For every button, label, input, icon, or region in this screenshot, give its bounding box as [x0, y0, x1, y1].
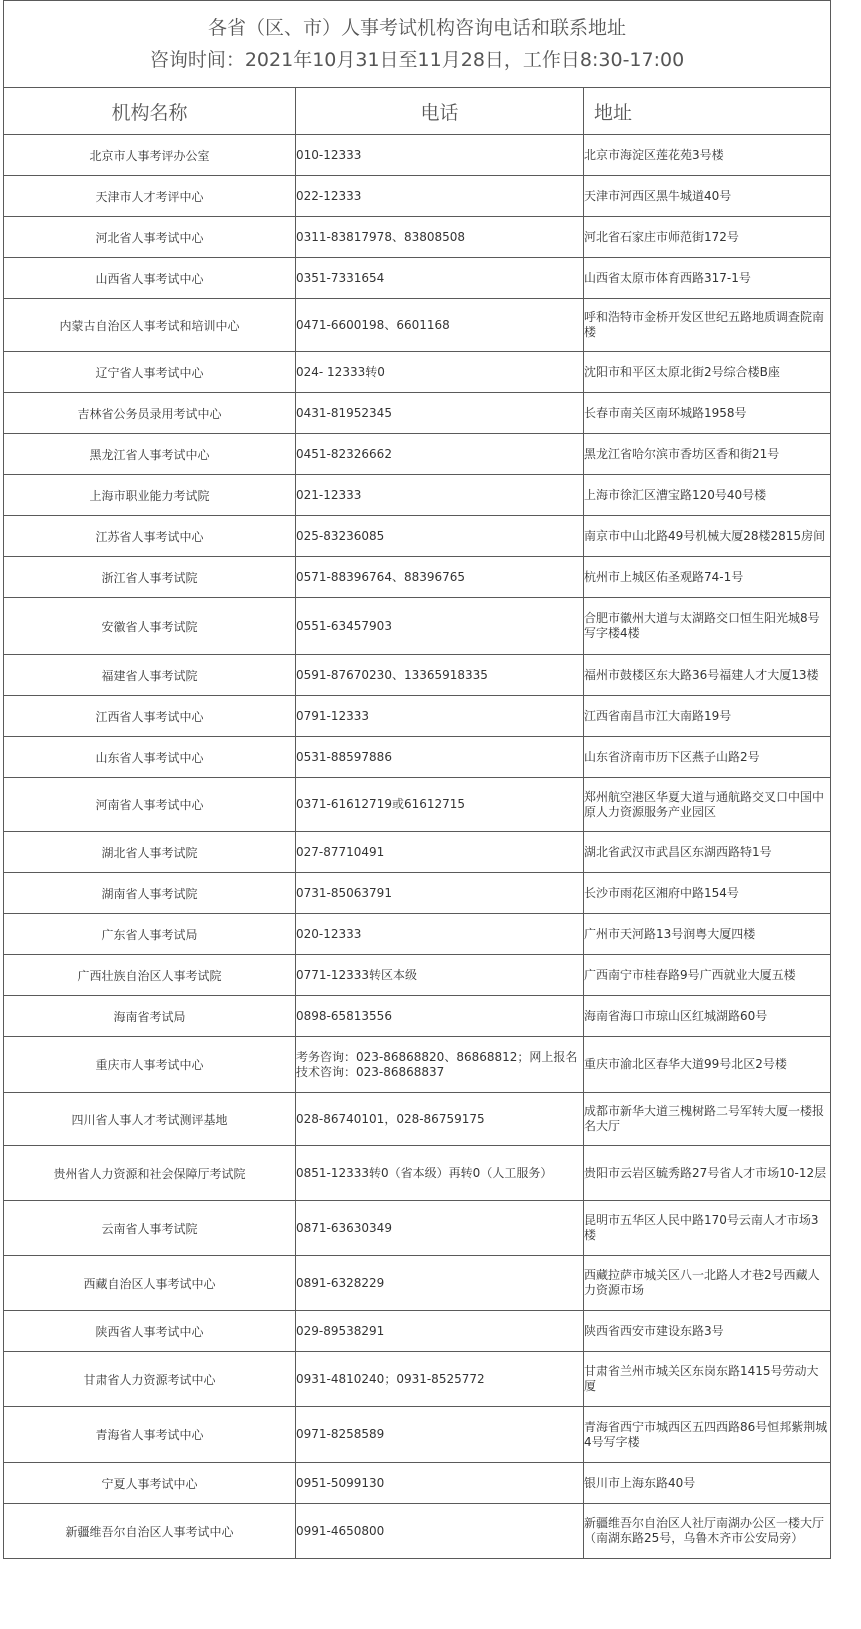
row-name-cell: 河南省人事考试中心 — [4, 778, 296, 832]
row-name-cell: 青海省人事考试中心 — [4, 1407, 296, 1463]
row-address-cell: 甘肃省兰州市城关区东岗东路1415号劳动大厦 — [584, 1352, 831, 1407]
row-address-cell: 海南省海口市琼山区红城湖路60号 — [584, 996, 831, 1037]
row-phone-cell: 0431-81952345 — [296, 393, 584, 434]
row-phone-cell: 010-12333 — [296, 135, 584, 176]
row-name-cell: 安徽省人事考试院 — [4, 598, 296, 655]
row-name-cell: 江西省人事考试中心 — [4, 696, 296, 737]
row-address-cell: 江西省南昌市江大南路19号 — [584, 696, 831, 737]
row-name-cell: 宁夏人事考试中心 — [4, 1463, 296, 1504]
row-name-cell: 河北省人事考试中心 — [4, 217, 296, 258]
row-phone-cell: 022-12333 — [296, 176, 584, 217]
table-row — [4, 258, 831, 299]
row-address-cell: 广西南宁市桂春路9号广西就业大厦五楼 — [584, 955, 831, 996]
row-phone-cell: 0731-85063791 — [296, 873, 584, 914]
row-phone-cell: 0471-6600198、6601168 — [296, 299, 584, 352]
table-row — [4, 914, 831, 955]
table-row — [4, 1504, 831, 1559]
row-address-cell: 南京市中山北路49号机械大厦28楼2815房间 — [584, 516, 831, 557]
row-name-cell: 福建省人事考试院 — [4, 655, 296, 696]
row-name-cell: 江苏省人事考试中心 — [4, 516, 296, 557]
row-address-cell: 昆明市五华区人民中路170号云南人才市场3楼 — [584, 1201, 831, 1256]
table-row — [4, 996, 831, 1037]
row-phone-cell: 0898-65813556 — [296, 996, 584, 1037]
row-name-cell: 吉林省公务员录用考试中心 — [4, 393, 296, 434]
row-address-cell: 山东省济南市历下区燕子山路2号 — [584, 737, 831, 778]
row-address-cell: 银川市上海东路40号 — [584, 1463, 831, 1504]
row-phone-cell: 0591-87670230、13365918335 — [296, 655, 584, 696]
table-row — [4, 1093, 831, 1146]
row-name-cell: 山西省人事考试中心 — [4, 258, 296, 299]
row-address-cell: 郑州航空港区华夏大道与通航路交叉口中国中原人力资源服务产业园区 — [584, 778, 831, 832]
row-address-cell: 西藏拉萨市城关区八一北路人才巷2号西藏人力资源市场 — [584, 1256, 831, 1311]
row-address-cell: 陕西省西安市建设东路3号 — [584, 1311, 831, 1352]
column-header-row — [4, 88, 831, 135]
row-name-cell: 海南省考试局 — [4, 996, 296, 1037]
table-row — [4, 1463, 831, 1504]
row-name-cell: 内蒙古自治区人事考试和培训中心 — [4, 299, 296, 352]
table-row — [4, 598, 831, 655]
table-row — [4, 873, 831, 914]
table-row — [4, 1311, 831, 1352]
table-row — [4, 217, 831, 258]
row-phone-cell: 027-87710491 — [296, 832, 584, 873]
row-address-cell: 青海省西宁市城西区五四西路86号恒邦紫荆城4号写字楼 — [584, 1407, 831, 1463]
row-phone-cell: 0351-7331654 — [296, 258, 584, 299]
column-header-address: 地址 — [584, 88, 831, 135]
row-address-cell: 湖北省武汉市武昌区东湖西路特1号 — [584, 832, 831, 873]
row-name-cell: 广西壮族自治区人事考试院 — [4, 955, 296, 996]
row-name-cell: 新疆维吾尔自治区人事考试中心 — [4, 1504, 296, 1559]
row-address-cell: 呼和浩特市金桥开发区世纪五路地质调查院南楼 — [584, 299, 831, 352]
row-name-cell: 北京市人事考评办公室 — [4, 135, 296, 176]
row-phone-cell: 0791-12333 — [296, 696, 584, 737]
row-name-cell: 广东省人事考试局 — [4, 914, 296, 955]
table-row — [4, 1352, 831, 1407]
row-name-cell: 上海市职业能力考试院 — [4, 475, 296, 516]
row-name-cell: 浙江省人事考试院 — [4, 557, 296, 598]
row-phone-cell: 0571-88396764、88396765 — [296, 557, 584, 598]
table-row — [4, 1407, 831, 1463]
table-row — [4, 1201, 831, 1256]
table-row — [4, 352, 831, 393]
row-phone-cell: 0891-6328229 — [296, 1256, 584, 1311]
row-address-cell: 贵阳市云岩区毓秀路27号省人才市场10-12层 — [584, 1146, 831, 1201]
table-title: 各省（区、市）人事考试机构咨询电话和联系地址 — [208, 17, 627, 39]
table-row — [4, 832, 831, 873]
table-row — [4, 737, 831, 778]
row-name-cell: 黑龙江省人事考试中心 — [4, 434, 296, 475]
row-address-cell: 福州市鼓楼区东大路36号福建人才大厦13楼 — [584, 655, 831, 696]
row-name-cell: 甘肃省人力资源考试中心 — [4, 1352, 296, 1407]
row-phone-cell: 0871-63630349 — [296, 1201, 584, 1256]
row-phone-cell: 0931-4810240；0931-8525772 — [296, 1352, 584, 1407]
row-address-cell: 天津市河西区黑牛城道40号 — [584, 176, 831, 217]
row-phone-cell: 0451-82326662 — [296, 434, 584, 475]
row-address-cell: 成都市新华大道三槐树路二号军转大厦一楼报名大厅 — [584, 1093, 831, 1146]
table-row — [4, 655, 831, 696]
row-phone-cell: 0851-12333转0（省本级）再转0（人工服务） — [296, 1146, 584, 1201]
row-phone-cell: 028-86740101，028-86759175 — [296, 1093, 584, 1146]
row-address-cell: 广州市天河路13号润粤大厦四楼 — [584, 914, 831, 955]
row-phone-cell: 0771-12333转区本级 — [296, 955, 584, 996]
row-address-cell: 北京市海淀区莲花苑3号楼 — [584, 135, 831, 176]
row-address-cell: 长春市南关区南环城路1958号 — [584, 393, 831, 434]
table-title-cell — [4, 1, 831, 88]
row-phone-cell: 020-12333 — [296, 914, 584, 955]
table-row — [4, 516, 831, 557]
row-name-cell: 四川省人事人才考试测评基地 — [4, 1093, 296, 1146]
row-phone-cell: 0531-88597886 — [296, 737, 584, 778]
row-name-cell: 陕西省人事考试中心 — [4, 1311, 296, 1352]
table-row — [4, 955, 831, 996]
table-row — [4, 434, 831, 475]
row-address-cell: 合肥市徽州大道与太湖路交口恒生阳光城8号写字楼4楼 — [584, 598, 831, 655]
row-address-cell: 上海市徐汇区漕宝路120号40号楼 — [584, 475, 831, 516]
table-row — [4, 135, 831, 176]
row-address-cell: 新疆维吾尔自治区人社厅南湖办公区一楼大厅（南湖东路25号，乌鲁木齐市公安局旁） — [584, 1504, 831, 1559]
row-address-cell: 杭州市上城区佑圣观路74-1号 — [584, 557, 831, 598]
row-name-cell: 辽宁省人事考试中心 — [4, 352, 296, 393]
row-phone-cell: 0371-61612719或61612715 — [296, 778, 584, 832]
table-row — [4, 1146, 831, 1201]
row-address-cell: 黑龙江省哈尔滨市香坊区香和街21号 — [584, 434, 831, 475]
row-phone-cell: 考务咨询：023-86868820、86868812；网上报名技术咨询：023-86868837 — [296, 1037, 584, 1093]
row-phone-cell: 029-89538291 — [296, 1311, 584, 1352]
contact-table — [3, 0, 831, 1559]
row-phone-cell: 025-83236085 — [296, 516, 584, 557]
row-name-cell: 天津市人才考评中心 — [4, 176, 296, 217]
column-header-phone: 电话 — [296, 88, 584, 135]
row-phone-cell: 0311-83817978、83808508 — [296, 217, 584, 258]
table-row — [4, 299, 831, 352]
row-name-cell: 云南省人事考试院 — [4, 1201, 296, 1256]
row-address-cell: 重庆市渝北区春华大道99号北区2号楼 — [584, 1037, 831, 1093]
table-row — [4, 696, 831, 737]
row-name-cell: 湖北省人事考试院 — [4, 832, 296, 873]
table-row — [4, 1256, 831, 1311]
table-row — [4, 1037, 831, 1093]
row-phone-cell: 0951-5099130 — [296, 1463, 584, 1504]
table-row — [4, 393, 831, 434]
row-phone-cell: 024- 12333转0 — [296, 352, 584, 393]
row-phone-cell: 0551-63457903 — [296, 598, 584, 655]
table-row — [4, 176, 831, 217]
row-address-cell: 沈阳市和平区太原北街2号综合楼B座 — [584, 352, 831, 393]
table-row — [4, 778, 831, 832]
row-phone-cell: 0991-4650800 — [296, 1504, 584, 1559]
row-name-cell: 西藏自治区人事考试中心 — [4, 1256, 296, 1311]
title-row — [4, 1, 831, 88]
column-header-name: 机构名称 — [4, 88, 296, 135]
row-name-cell: 湖南省人事考试院 — [4, 873, 296, 914]
row-phone-cell: 021-12333 — [296, 475, 584, 516]
row-address-cell: 山西省太原市体育西路317-1号 — [584, 258, 831, 299]
row-phone-cell: 0971-8258589 — [296, 1407, 584, 1463]
row-address-cell: 长沙市雨花区湘府中路154号 — [584, 873, 831, 914]
row-name-cell: 贵州省人力资源和社会保障厅考试院 — [4, 1146, 296, 1201]
row-name-cell: 重庆市人事考试中心 — [4, 1037, 296, 1093]
table-row — [4, 557, 831, 598]
row-address-cell: 河北省石家庄市师范街172号 — [584, 217, 831, 258]
table-subtitle: 咨询时间：2021年10月31日至11月28日，工作日8:30-17:00 — [149, 49, 685, 71]
table-row — [4, 475, 831, 516]
row-name-cell: 山东省人事考试中心 — [4, 737, 296, 778]
